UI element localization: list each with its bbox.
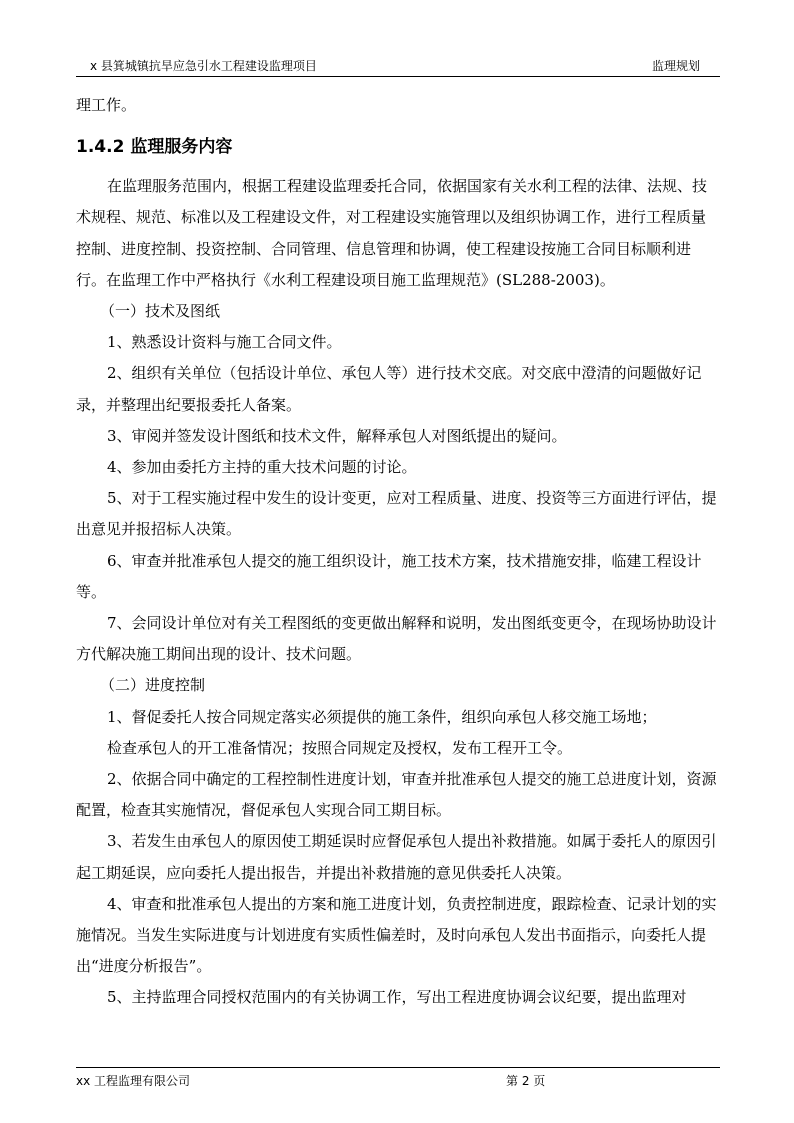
paragraph: 理工作。: [76, 96, 137, 114]
list-item: 6、审查并批准承包人提交的施工组织设计，施工技术方案，技术措施安排，临建工程设计等。: [76, 551, 702, 601]
list-item: 3、若发生由承包人的原因使工期延误时应督促承包人提出补救措施。如属于委托人的原因引起工期延误，应向委托人提出报告，并提出补救措施的意见供委托人决策。: [76, 832, 717, 882]
subsection-heading: （一）技术及图纸: [100, 302, 221, 321]
document-body: [76, 90, 720, 1014]
list-item: 4、参加由委托方主持的重大技术问题的讨论。: [107, 458, 417, 477]
section-heading: 1.4.2 监理服务内容: [76, 137, 233, 158]
list-item: 5、主持监理合同授权范围内的有关协调工作，写出工程进度协调会议纪要，提出监理对: [107, 988, 687, 1007]
header-section-title: 监理规划: [651, 59, 700, 73]
subsection-heading: （二）进度控制: [100, 676, 206, 695]
list-item: 7、会同设计单位对有关工程图纸的变更做出解释和说明，发出图纸变更令，在现场协助设计方代解决施工期间出现的设计、技术问题。: [76, 614, 717, 664]
page-header: [76, 54, 720, 77]
list-item: 1、熟悉设计资料与施工合同文件。: [107, 333, 342, 352]
list-item: 2、依据合同中确定的工程控制性进度计划，审查并批准承包人提交的施工总进度计划，资源配置，检查其实施情况，督促承包人实现合同工期目标。: [76, 770, 717, 820]
header-project-title: x 县箕城镇抗旱应急引水工程建设监理项目: [90, 59, 317, 73]
list-item: 3、审阅并签发设计图纸和技术文件，解释承包人对图纸提出的疑问。: [107, 426, 567, 445]
page-number: 第 2 页: [506, 1074, 546, 1088]
footer-company: xx 工程监理有限公司: [76, 1074, 191, 1088]
list-item: 检查承包人的开工准备情况；按照合同规定及授权，发布工程开工令。: [107, 738, 573, 757]
list-item: 4、审查和批准承包人提出的方案和施工进度计划，负责控制进度，跟踪检查、记录计划的实施情况。当发生实际进度与计划进度有实质性偏差时，及时向承包人发出书面指示，向委托人提出“进度分析报告”。: [76, 894, 717, 976]
list-item: 5、对于工程实施过程中发生的设计变更，应对工程质量、进度、投资等三方面进行评估，提出意见并报招标人决策。: [76, 489, 717, 539]
paragraph: 在监理服务范围内，根据工程建设监理委托合同，依据国家有关水利工程的法律、法规、技术规程、规范、标准以及工程建设文件，对工程建设实施管理以及组织协调工作，进行工程质量控制、进度控制、投资控制、合同管理、信息管理和协调，使工程建设按施工合同目标顺利进行。在监理工作中严格执行《水利工程建设项目施工监理规范》(SL288-2003)。: [76, 177, 708, 289]
list-item: 1、督促委托人按合同规定落实必须提供的施工条件，组织向承包人移交施工场地；: [107, 707, 657, 726]
page-footer: [76, 1067, 720, 1088]
list-item: 2、组织有关单位（包括设计单位、承包人等）进行技术交底。对交底中澄清的问题做好记录，并整理出纪要报委托人备案。: [76, 364, 702, 414]
